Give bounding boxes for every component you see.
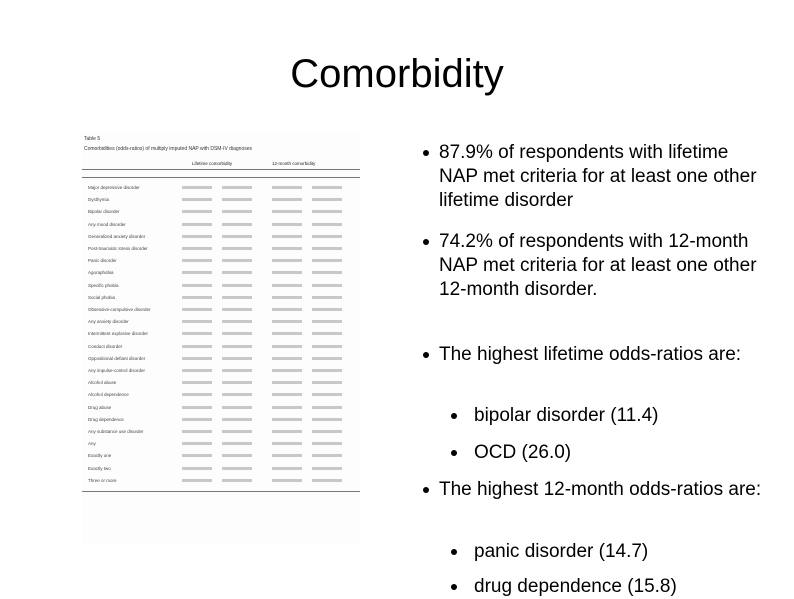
table-row-label: Dysthymia [88, 197, 110, 203]
subbullet-drug-dependence: drug dependence (15.8) [474, 575, 774, 599]
table-row-label: Exactly two [88, 465, 111, 471]
table-row-label: Specific phobia [88, 282, 119, 288]
bullet-lifetime-odds-ratios: The highest lifetime odds-ratios are: [439, 343, 769, 367]
bullet-lifetime-comorbidity: 87.9% of respondents with lifetime NAP met criteria for at least one other lifetime disorder [439, 141, 769, 213]
table-row-label: Drug dependence [88, 416, 124, 422]
table-row-label: Alcohol dependence [88, 392, 129, 398]
table-row-label: Agoraphobia [88, 270, 114, 276]
table-row-label: Any impulse-control disorder [88, 368, 146, 373]
table-row-label: Panic disorder [88, 258, 117, 264]
slide-title: Comorbidity [290, 52, 504, 96]
table-row-label: Any substance use disorder [88, 429, 144, 434]
bullet-12month-comorbidity: 74.2% of respondents with 12-month NAP met criteria for at least one other 12-month disorder. [439, 230, 769, 302]
subbullet-panic: panic disorder (14.7) [474, 540, 774, 564]
table-heading: Table 5 [84, 136, 101, 142]
table-row-label: Any mood disorder [88, 221, 126, 227]
table-row-label: Intermittent explosive disorder [88, 331, 149, 337]
table-row-label: Social phobia [88, 294, 116, 300]
table-row-label: Drug abuse [88, 404, 112, 410]
table-row-label: Conduct disorder [88, 343, 123, 349]
table-row-label: Bipolar disorder [88, 209, 120, 215]
subbullet-ocd: OCD (26.0) [474, 441, 774, 465]
table-row-label: Obsessive-compulsive disorder [88, 307, 151, 312]
table-row-label: Alcohol abuse [88, 380, 117, 386]
subbullet-bipolar: bipolar disorder (11.4) [474, 404, 774, 428]
table-row-label: Oppositional defiant disorder [88, 355, 146, 361]
table-col-12month: 12-month comorbidity [272, 161, 316, 166]
table-row-label: Three or more [88, 477, 117, 483]
table-caption: Comorbidities (odds-ratios) of multiply imputed NAP with DSM-IV diagnoses [84, 146, 253, 152]
table-row-label: Major depressive disorder [88, 185, 140, 190]
table-row-label: Exactly one [88, 453, 112, 459]
table-row-label: Post-traumatic stress disorder [88, 246, 148, 251]
bullet-12month-odds-ratios: The highest 12-month odds-ratios are: [439, 478, 769, 502]
table-row-label: Any [88, 441, 96, 447]
table-row-label: Generalized anxiety disorder [88, 233, 146, 239]
table-row-label: Any anxiety disorder [88, 319, 129, 325]
table-col-lifetime: Lifetime comorbidity [192, 161, 233, 166]
